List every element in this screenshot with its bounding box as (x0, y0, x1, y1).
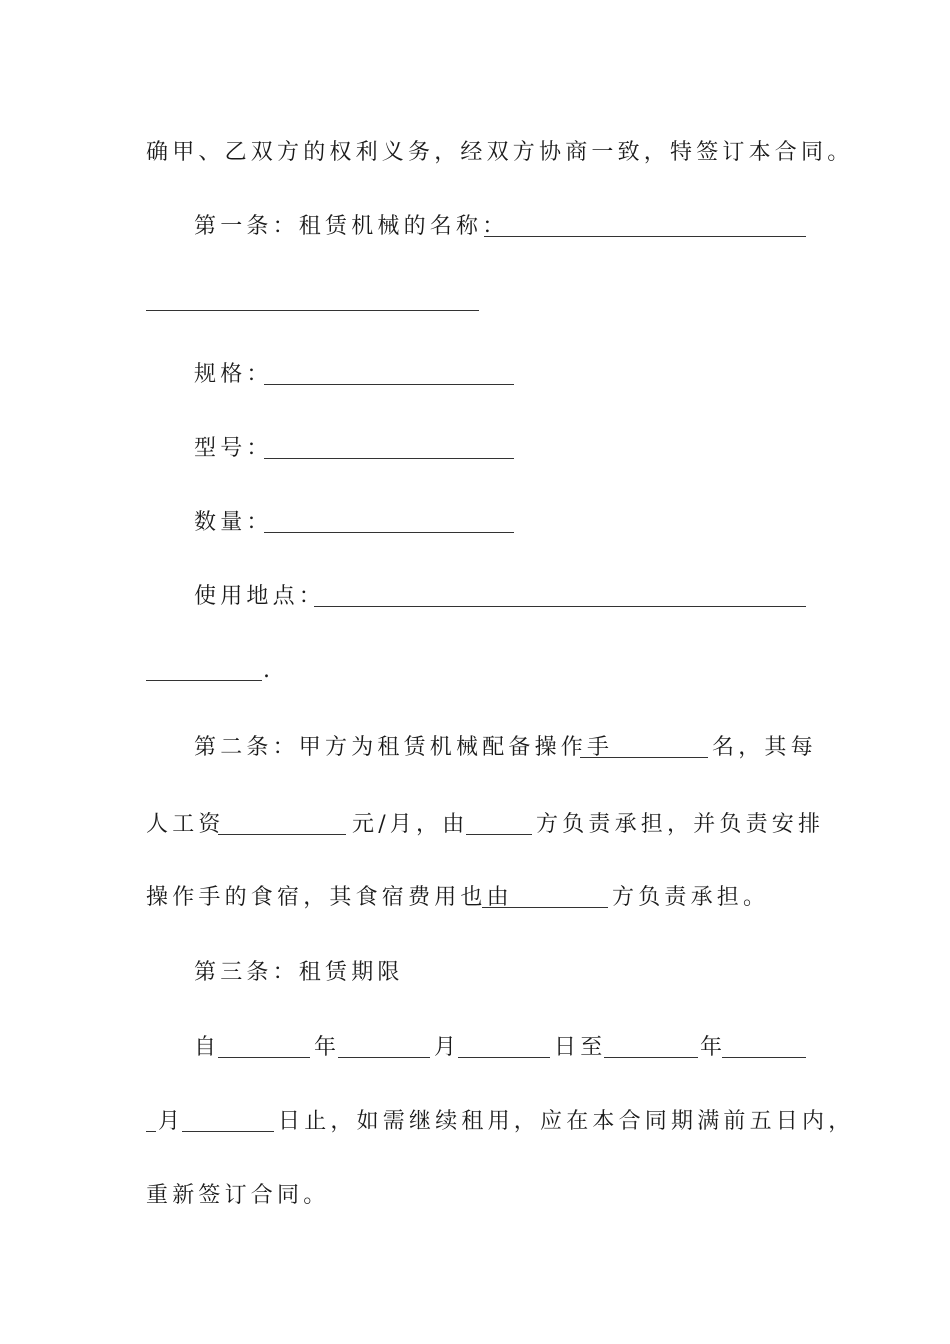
article-2-line-3-end (612, 883, 806, 913)
article-2-text-e: 方负责承担，并负责安排 (536, 812, 825, 837)
article-2-text-f: 操作手的食宿，其食宿费用也由 (146, 885, 513, 910)
intro-tail-text: 确甲、乙双方的权利义务，经双方协商一致，特签订本合同。 (146, 140, 854, 165)
machine-name-blank[interactable] (484, 236, 806, 237)
location-blank[interactable] (314, 606, 806, 607)
location-blank-cont[interactable] (146, 680, 262, 681)
article-2-line-2-mid (352, 810, 472, 840)
month-2 (158, 1107, 188, 1137)
month-2-text: 月 (158, 1109, 185, 1134)
article-2-text-b: 名，其每 (712, 735, 817, 760)
model-line (194, 434, 806, 464)
start-day-blank[interactable] (458, 1057, 550, 1058)
location-end: . (263, 658, 275, 683)
article-3-label: 第三条：租赁期限 (194, 960, 404, 985)
end-day-blank[interactable] (182, 1131, 274, 1132)
location-line (194, 582, 806, 612)
end-year-blank[interactable] (604, 1057, 698, 1058)
day-1-to-text: 日至 (554, 1035, 607, 1060)
end-month-blank[interactable] (722, 1057, 806, 1058)
article-2-text-d: 元/月，由 (352, 812, 469, 837)
article-2-text-a: 第二条：甲方为租赁机械配备操作手 (194, 735, 614, 760)
machine-name-blank-cont[interactable] (146, 310, 479, 311)
location-label: 使用地点： (194, 584, 326, 609)
qty-blank[interactable] (264, 532, 514, 533)
spec-line (194, 360, 806, 390)
month-1-text: 月 (434, 1035, 461, 1060)
qty-label: 数量： (194, 510, 273, 535)
operator-count-blank[interactable] (580, 757, 708, 758)
model-blank[interactable] (264, 458, 514, 459)
wage-blank[interactable] (218, 834, 346, 835)
wage-party-blank[interactable] (466, 834, 532, 835)
spec-blank[interactable] (264, 384, 514, 385)
spec-label: 规格： (194, 362, 273, 387)
article-1-label: 第一条：租赁机械的名称： (194, 214, 509, 239)
qty-line (194, 508, 806, 538)
year-2 (700, 1033, 730, 1063)
article-2-line-1-end (712, 733, 817, 763)
period-from-text: 自 (194, 1035, 221, 1060)
period-from (194, 1033, 224, 1063)
month-1 (434, 1033, 464, 1063)
article-2-line-2-end (536, 810, 825, 840)
end-month-blank-cont[interactable] (146, 1131, 156, 1132)
resign-line (146, 1181, 806, 1211)
period-tail-text: 日止，如需继续租用，应在本合同期满前五日内， (278, 1109, 855, 1134)
article-3-line (194, 958, 806, 988)
article-2-line-2-start (146, 810, 226, 840)
period-tail (278, 1107, 855, 1137)
year-1 (314, 1033, 344, 1063)
intro-tail-paragraph (146, 138, 854, 168)
location-end-line (263, 656, 283, 686)
article-1-line (194, 212, 806, 242)
article-2-text-g: 方负责承担。 (612, 885, 770, 910)
day-1-to (554, 1033, 614, 1063)
resign-text: 重新签订合同。 (146, 1183, 330, 1208)
year-2-text: 年 (700, 1035, 727, 1060)
start-year-blank[interactable] (218, 1057, 310, 1058)
year-1-text: 年 (314, 1035, 341, 1060)
article-2-text-c: 人工资 (146, 812, 225, 837)
start-month-blank[interactable] (338, 1057, 430, 1058)
lodging-party-blank[interactable] (482, 907, 608, 908)
article-2-line-3-start (146, 883, 513, 913)
model-label: 型号： (194, 436, 273, 461)
